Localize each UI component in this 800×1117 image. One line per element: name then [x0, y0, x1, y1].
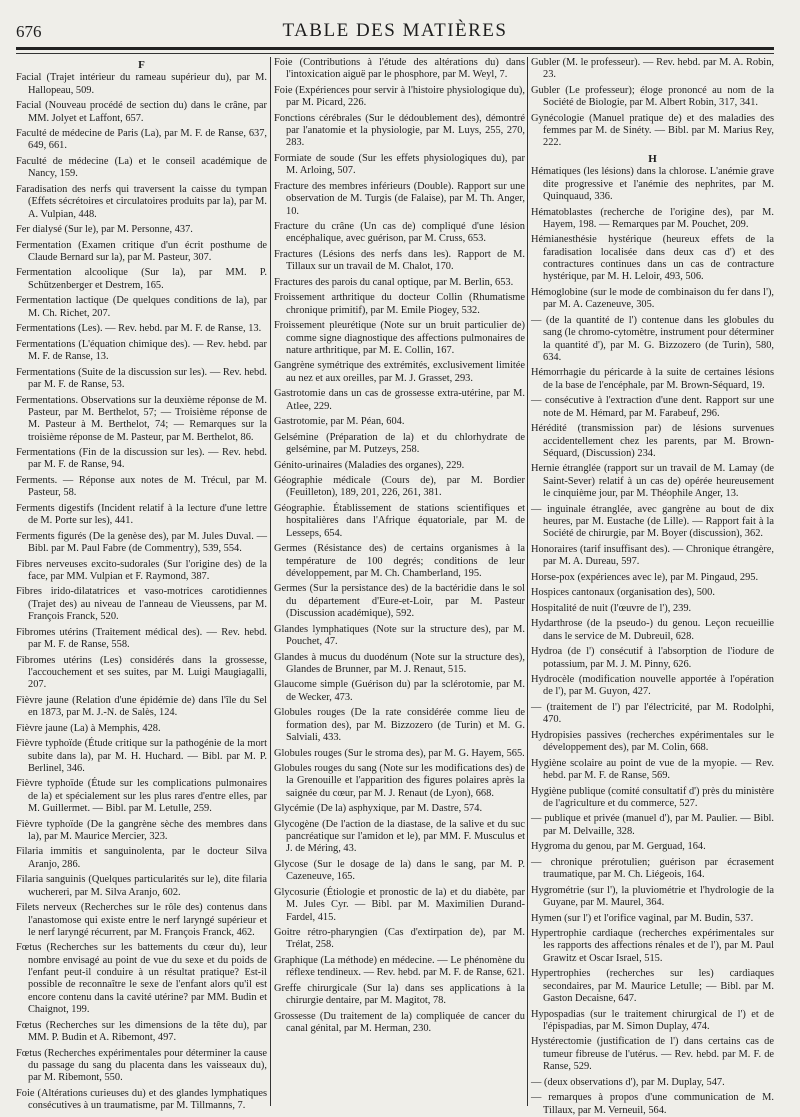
- index-entry: Fièvre typhoïde (De la gangrène sèche des membres dans la), par M. Maurice Mercier, 323.: [16, 818, 267, 842]
- page-header: [16, 20, 774, 46]
- index-entry: Hématoblastes (recherche de l'origine des), par M. Hayem, 198. — Remarques par M. Pouchet, 209.: [531, 206, 774, 230]
- index-entry: Fermentations (Fin de la discussion sur les). — Rev. hebd. par M. F. de Ranse, 94.: [16, 447, 267, 471]
- index-entry: Hydrocèle (modification nouvelle apportée à l'opération de l'), par M. Guyon, 427.: [531, 674, 774, 698]
- index-entry: Ferments digestifs (Incident relatif à la lecture d'une lettre de M. Porte sur les), 441.: [16, 502, 267, 527]
- index-entry: — chronique prérotulien; guérison par écrasement traumatique, par M. Ch. Liégeois, 164.: [531, 856, 774, 881]
- section-letter: H: [648, 152, 657, 165]
- index-column-1: [16, 57, 267, 1112]
- index-entry: Glycogène (De l'action de la diastase, de la salive et du suc pancréatique sur l'amidon et le), par MM. F. Musculus et J. de Méring, 43.: [274, 818, 525, 855]
- index-entry: Horse-pox (expériences avec le), par M. Pingaud, 295.: [531, 571, 759, 583]
- index-entry: Glaucome simple (Guérison du) par la sclérotomie, par M. de Wecker, 473.: [274, 679, 525, 703]
- index-entry: Globules rouges du sang (Note sur les modifications des) de la Grenouille et l'apparition des figures polaires après la saignée du cœur, par M. J. Renaut (de Lyon), 668.: [274, 763, 525, 799]
- index-entry: Ferments figurés (De la genèse des), par M. Jules Duval. — Bibl. par M. Paul Fabre (de Commentry), 539, 554.: [16, 530, 267, 555]
- index-entry: Hydropisies passives (recherches expérimentales sur le développement des), par M. Colin, 668.: [531, 729, 774, 754]
- index-entry: Froissement arthritique du docteur Collin (Rhumatisme chronique primitif), par M. Emile Piogey, 532.: [274, 292, 525, 316]
- index-entry: Filaria immitis et sanguinolenta, par le docteur Silva Aranjo, 286.: [16, 846, 267, 870]
- index-entry: Hématiques (les lésions) dans la chlorose. L'anémie grave dite progressive et l'anémie des nephrites, par M. Quinquaud, 336.: [531, 166, 774, 202]
- index-entry: — publique et privée (manuel d'), par M. Paulier. — Bibl. par M. Delvaille, 328.: [531, 813, 774, 837]
- index-entry: Fermentations (L'équation chimique des). — Rev. hebd. par M. F. de Ranse, 13.: [16, 338, 267, 363]
- index-entry: Fièvre typhoïde (Étude critique sur la pathogénie de la mort subite dans la), par M. H. Huchard. — Bibl. par M. P. Berlinel, 346.: [16, 738, 267, 774]
- index-entry: Glandes lymphatiques (Note sur la structure des), par M. Pouchet, 47.: [274, 623, 525, 647]
- index-entry: Glandes à mucus du duodénum (Note sur la structure des), Glandes de Brunner, par M. J. Renaut, 515.: [274, 651, 525, 675]
- index-column-3: [531, 57, 774, 1116]
- index-entry: Fièvre typhoïde (Étude sur les complications pulmonaires de la) et spécialement sur les plus rares d'entre elles, par M. Guillermet. — Bibl. par M. Letulle, 259.: [16, 778, 267, 815]
- index-entry: Faradisation des nerfs qui traversent la caisse du tympan (Effets sécrétoires et circulatoires produits par la), par M. A. Vulpian, 448.: [16, 183, 267, 220]
- index-entry: Goitre rétro-pharyngien (Cas d'extirpation de), par M. Trélat, 258.: [274, 927, 525, 951]
- column-divider: [527, 57, 528, 1106]
- index-entry: Fermentations. Observations sur la deuxième réponse de M. Pasteur, par M. Berthelot, 57; — Troisième réponse de M. Pasteur à M. Berthelot, 74; — Remarques sur la troisième réponse de M. Pasteur, par M. Berthelot, 86.: [16, 394, 267, 443]
- index-entry: Graphique (La méthode) en médecine. — Le phénomène du réflexe tendineux. — Rev. hebd. par M. F. de Ranse, 621.: [274, 954, 525, 979]
- index-entry: Fracture des membres inférieurs (Double). Rapport sur une observation de M. Turgis (de Falaise), par M. Th. Anger, 10.: [274, 180, 525, 217]
- index-entry: Hémoglobine (sur le mode de combinaison du fer dans l'), par M. A. Cazeneuve, 305.: [531, 286, 774, 311]
- index-entry: Hygroma du genou, par M. Gerguad, 164.: [531, 841, 706, 853]
- index-entry: Fracture du crâne (Un cas de) compliqué d'une lésion encéphalique, avec guérison, par M. Cruss, 653.: [274, 221, 525, 245]
- index-entry: Gelsémine (Préparation de la) et du chlorhydrate de gelsémine, par M. Putzeys, 258.: [274, 431, 525, 456]
- index-entry: Ferments. — Réponse aux notes de M. Trécul, par M. Pasteur, 58.: [16, 474, 267, 499]
- index-entry: Hygiène publique (comité consultatif d') près du ministère de l'agriculture et du commerce, 527.: [531, 785, 774, 809]
- index-entry: Fermentations (Les). — Rev. hebd. par M. F. de Ranse, 13.: [16, 323, 262, 335]
- index-entry: — remarques à propos d'une communication de M. Tillaux, par M. Verneuil, 564.: [531, 1092, 774, 1116]
- index-entry: Hypospadias (sur le traitement chirurgical de l') et de l'épispadias, par M. Simon Duplay, 474.: [531, 1008, 774, 1032]
- index-entry: Hospitalité de nuit (l'œuvre de l'), 239.: [531, 602, 692, 614]
- index-entry: Fonctions cérébrales (Sur le dédoublement des), démontré par l'anatomie et la physiologie, par M. Luys, 255, 270, 283.: [274, 112, 525, 149]
- column-divider: [270, 57, 271, 1106]
- index-entry: Hémianesthésie hystérique (heureux effets de la faradisation localisée dans deux cas d') et des contractures continues dans un cas de contracture hystérique, par M. H. Leloir, 493, 506.: [531, 234, 774, 283]
- index-entry: Froissement pleurétique (Note sur un bruit particulier de) comme signe diagnostique des affections pulmonaires de nature arthritique, par M. E. Collin, 167.: [274, 320, 525, 356]
- index-entry: Fibromes utérins (Les) considérés dans la grossesse, l'accouchement et ses suites, par M. Luigi Maugiagalli, 207.: [16, 654, 267, 691]
- index-entry: Facial (Trajet intérieur du rameau supérieur du), par M. Hallopeau, 509.: [16, 72, 267, 96]
- index-entry: Fœtus (Recherches sur les battements du cœur du), leur nombre envisagé au point de vue du sexe et du poids de l'enfant peut-il conduire à un résultat pratique? Est-il possible de reconnaître le sexe de l'enfant alors qu'il est encore contenu dans la cavité utérine? par MM. Budin et Chaignot, 199.: [16, 942, 267, 1016]
- index-entry: Géographie médicale (Cours de), par M. Bordier (Feuilleton), 189, 201, 226, 261, 381.: [274, 475, 525, 499]
- index-entry: Hygiène scolaire au point de vue de la myopie. — Rev. hebd. par M. F. de Ranse, 569.: [531, 757, 774, 781]
- index-entry: Foie (Expériences pour servir à l'histoire physiologique du), par M. Picard, 226.: [274, 84, 525, 109]
- index-entry: Fermentations (Suite de la discussion sur les). — Rev. hebd. par M. F. de Ranse, 53.: [16, 366, 267, 390]
- index-entry: Hydarthrose (de la pseudo-) du genou. Leçon recueillie dans le service de M. Dubreuil, 628.: [531, 618, 774, 642]
- index-entry: Gastrotomie dans un cas de grossesse extra-utérine, par M. Atlee, 229.: [274, 388, 525, 412]
- index-entry: Hospices cantonaux (organisation des), 500.: [531, 587, 715, 599]
- index-entry: Glycosurie (Étiologie et pronostic de la) et du diabète, par M. Jules Cyr. — Bibl. par M. Maximilien Durand-Fardel, 415.: [274, 886, 525, 923]
- index-entry: Fer dialysé (Sur le), par M. Personne, 437.: [16, 224, 193, 236]
- index-entry: Géographie. Établissement de stations scientifiques et hospitalières dans l'Afrique équatoriale, par M. de Lesseps, 654.: [274, 503, 525, 539]
- index-entry: — (de la quantité de l') contenue dans les globules du sang (le chromo-cytomètre, instrument pour déterminer la quantité d'), par M. G. Bizzozero (de Turin), 580, 634.: [531, 314, 774, 363]
- index-entry: Hystérectomie (justification de l') dans certains cas de tumeur fibreuse de l'utérus. — Rev. hebd. par M. F. de Ranse, 529.: [531, 1036, 774, 1073]
- index-entry: Fractures des parois du canal optique, par M. Berlin, 653.: [274, 276, 514, 288]
- page-number: 676: [16, 22, 42, 41]
- index-entry: — (deux observations d'), par M. Duplay, 547.: [531, 1076, 725, 1088]
- index-entry: Gubler (Le professeur); éloge prononcé au nom de la Société de Biologie, par M. Albert Robin, 317, 341.: [531, 84, 774, 109]
- index-entry: Faculté de médecine (La) et le conseil académique de Nancy, 159.: [16, 155, 267, 180]
- index-entry: Formiate de soude (Sur les effets physiologiques du), par M. Arloing, 507.: [274, 152, 525, 177]
- index-entry: Fièvre jaune (Relation d'une épidémie de) dans l'île du Sel en 1873, par M. J.-N. de Salès, 124.: [16, 694, 267, 719]
- index-entry: Gangrène symétrique des extrémités, exclusivement limitée au nez et aux oreilles, par M. J. Grasset, 293.: [274, 360, 525, 384]
- index-entry: Honoraires (tarif insuffisant des). — Chronique étrangère, par M. A. Dureau, 597.: [531, 543, 774, 568]
- index-entry: Foie (Altérations curieuses du) et des glandes lymphatiques consécutives à un traumatisme, par M. Tillmanns, 7.: [16, 1087, 267, 1112]
- index-entry: — inguinale étranglée, avec gangrène au bout de dix heures, par M. Eustache (de Lille). — Rapport fait à la Société de chirurgie, par M. Boyer (discussion), 362.: [531, 503, 774, 540]
- index-entry: Fièvre jaune (La) à Memphis, 428.: [16, 722, 161, 734]
- index-entry: Grossesse (Du traitement de la) compliquée de cancer du canal génital, par M. Herman, 230.: [274, 1010, 525, 1035]
- index-entry: Fibres irido-dilatatrices et vaso-motrices carotidiennes (Trajet des) au niveau de l'anneau de Vieussens, par M. François Franck, 520.: [16, 586, 267, 623]
- index-entry: Fibres nerveuses excito-sudorales (Sur l'origine des) de la face, par MM. Vulpian et F. Raymond, 387.: [16, 558, 267, 582]
- index-entry: Globules rouges (Sur le stroma des), par M. G. Hayem, 565.: [274, 747, 525, 759]
- index-entry: Hérédité (transmission par) de lésions survenues accidentellement chez les parents, par M. Brown-Séquard, (Discussion) 234.: [531, 423, 774, 459]
- index-entry: Fractures (Lésions des nerfs dans les). Rapport de M. Tillaux sur un travail de M. Chalot, 170.: [274, 248, 525, 273]
- index-entry: Hernie étranglée (rapport sur un travail de M. Lamay (de Saint-Sever) relatif à un cas de) opérée heureusement le cinquième jour, par M. Théophile Anger, 13.: [531, 463, 774, 500]
- index-entry: Hymen (sur l') et l'orifice vaginal, par M. Budin, 537.: [531, 912, 754, 924]
- index-entry: Fermentation alcoolique (Sur la), par MM. P. Schützenberger et Destrem, 165.: [16, 267, 267, 291]
- header-rule: [16, 47, 774, 50]
- header-rule-thin: [16, 53, 774, 54]
- index-entry: Fœtus (Recherches sur les dimensions de la tête du), par MM. P. Budin et A. Ribemont, 497.: [16, 1019, 267, 1044]
- index-entry: Germes (Sur la persistance des) de la bactéridie dans le sol du département d'Eure-et-Loir, par M. Pasteur (Discussion académique), 592.: [274, 583, 525, 620]
- index-entry: Filets nerveux (Recherches sur le rôle des) contenus dans l'anastomose qui existe entre le nerf laryngé supérieur et le nerf laryngé récurrent, par M. François Franck, 462.: [16, 902, 267, 938]
- index-entry: Fibromes utérins (Traitement médical des). — Rev. hebd. par M. F. de Ranse, 558.: [16, 626, 267, 650]
- index-entry: Hygrométrie (sur l'), la pluviométrie et l'hydrologie de la Guyane, par M. Maurel, 364.: [531, 884, 774, 909]
- index-entry: Hypertrophies (recherches sur les) cardiaques secondaires, par M. Maurice Letulle; — Bibl. par M. Gaston Decaisne, 647.: [531, 968, 774, 1004]
- index-entry: Faculté de médecine de Paris (La), par M. F. de Ranse, 637, 649, 661.: [16, 128, 267, 152]
- index-entry: Gubler (M. le professeur). — Rev. hebd. par M. A. Robin, 23.: [531, 57, 774, 81]
- index-entry: Fermentation (Examen critique d'un écrit posthume de Claude Bernard sur la), par M. Pasteur, 307.: [16, 239, 267, 263]
- index-entry: Hydroa (de l') consécutif à l'absorption de l'iodure de potassium, par M. J. M. Pinny, 626.: [531, 646, 774, 670]
- index-entry: — (traitement de l') par l'électricité, par M. Rodolphi, 470.: [531, 701, 774, 726]
- index-entry: Gynécologie (Manuel pratique de) et des maladies des femmes par M. de Sinéty. — Bibl. par M. Marius Rey, 222.: [531, 112, 774, 149]
- index-entry: Globules rouges (De la rate considérée comme lieu de formation des), par M. Bizzozero (de Turin) et M. G. Salviali, 433.: [274, 707, 525, 743]
- index-entry: Génito-urinaires (Maladies des organes), 229.: [274, 459, 465, 471]
- index-entry: Germes (Résistance des) de certains organismes à la température de 100 degrés; conditions de leur développement, par M. Ch. Chamberland, 195.: [274, 543, 525, 579]
- section-letter: F: [138, 59, 145, 71]
- index-entry: Fermentation lactique (De quelques conditions de la), par M. Ch. Richet, 207.: [16, 295, 267, 319]
- index-entry: Glycémie (De la) asphyxique, par M. Dastre, 574.: [274, 803, 483, 815]
- index-entry: Facial (Nouveau procédé de section du) dans le crâne, par MM. Jolyet et Laffont, 657.: [16, 100, 267, 124]
- index-entry: — consécutive à l'extraction d'une dent. Rapport sur une note de M. Hémard, par M. Farabeuf, 296.: [531, 395, 774, 419]
- index-entry: Fœtus (Recherches expérimentales pour déterminer la cause du passage du sang du placenta dans les vaisseaux du), par M. Ribemont, 550.: [16, 1047, 267, 1084]
- index-entry: Greffe chirurgicale (Sur la) dans ses applications à la chirurgie dentaire, par M. Magitot, 78.: [274, 982, 525, 1007]
- index-entry: Filaria sanguinis (Quelques particularités sur le), dite filaria wuchereri, par M. Silva Aranjo, 602.: [16, 874, 267, 898]
- index-entry: Foie (Contributions à l'étude des altérations du) dans l'intoxication aiguë par le phosphore, par M. Weyl, 7.: [274, 57, 525, 81]
- index-entry: Gastrotomie, par M. Péan, 604.: [274, 416, 405, 428]
- page-title: TABLE DES MATIÈRES: [282, 20, 508, 41]
- index-column-2: [274, 57, 525, 1106]
- index-entry: Glycose (Sur le dosage de la) dans le sang, par M. P. Cazeneuve, 165.: [274, 859, 525, 883]
- index-entry: Hémorrhagie du péricarde à la suite de certaines lésions de la base de l'encéphale, par M. Brown-Séquard, 19.: [531, 367, 774, 391]
- index-entry: Hypertrophie cardiaque (recherches expérimentales sur les rapports des affections rénales et de l'), par M. Paul Grawitz et Oscar Israel, 515.: [531, 928, 774, 964]
